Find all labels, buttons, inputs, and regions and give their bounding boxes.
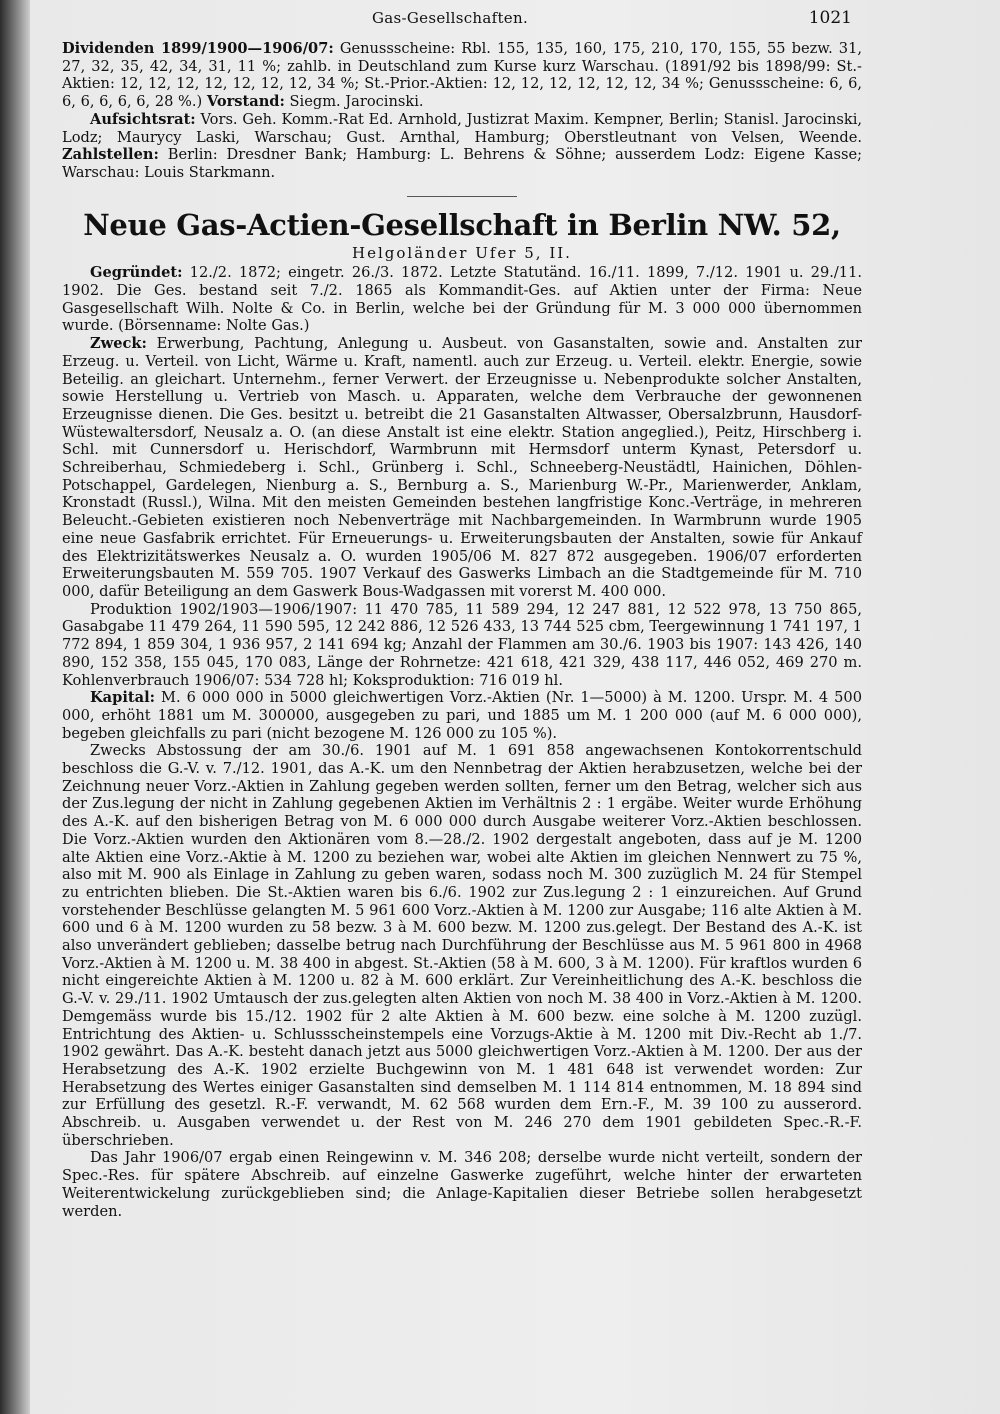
board-label: Vorstand:: [206, 93, 285, 111]
running-header: [62, 10, 862, 40]
company-name: Neue Gas-Actien-Gesellschaft in Berlin NW. 52,: [83, 207, 841, 242]
dividends-paragraph: [62, 40, 862, 111]
production-paragraph: Produktion 1902/1903—1906/1907: 11 470 785, 11 589 294, 12 247 881, 12 522 978, 13 750 865, Gasabgabe 11 479 264, 11 590 595, 12 242 886, 12 526 433, 13 744 525 cbm, Teergewinnung 1 741 197, 1 772 894, 1 859 304, 1 936 957, 2 141 694 kg; Anzahl der Flammen am 30./6. 1903 bis 1907: 143 426, 140 890, 152 358, 155 045, 170 083, Länge der Rohrnetze: 421 618, 421 329, 438 117, 446 052, 469 270 m. Kohlenverbrauch 1906/07: 534 728 hl; Koksproduktion: 716 019 hl.: [62, 600, 862, 689]
purpose-text: Erwerbung, Pachtung, Anlegung u. Ausbeut. von Gasanstalten, sowie and. Anstalten zur Erzeug. u. Verteil. von Licht, Wärme u. Kraft, namentl. auch zur Erzeug. u. Verteil. elektr. Energie, sowie Beteilig. an gleichart. Unternehm., ferner Verwert. der Erzeugnisse u. Nebenprodukte solcher Anstalten, sowie Herstellung u. Vertrieb von Masch. u. Apparaten, welche dem Verbrauche der gewonnenen Erzeugnisse dienen. Die Ges. besitzt u. betreibt die 21 Gasanstalten Altwasser, Obersalzbrunn, Hausdorf-Wüstewaltersdorf, Neusalz a. O. (an diese Anstalt ist eine elektr. Station angeglied.), Peitz, Hirschberg i. Schl. mit Cunnersdorf u. Herischdorf, Warmbrunn mit Hermsdorf unterm Kynast, Petersdorf u. Schreiberhau, Schmiedeberg i. Schl., Grünberg i. Schl., Schneeberg-Neustädtl, Hainichen, Döhlen-Potschappel, Gardelegen, Nienburg a. S., Bernburg a. S., Marienburg W.-Pr., Marienwerder, Anklam, Kronstadt (Russl.), Wilna. Mit den meisten Gemeinden bestehen langfristige Konc.-Verträge, in mehreren Beleucht.-Gebieten existieren noch Nebenverträge mit Nachbargemeinden. In Warmbrunn wurde 1905 eine neue Gasfabrik errichtet. Für Erneuerungs- u. Erweiterungsbauten der Anstalten, sowie für Ankauf des Elektrizitätswerkes Neusalz a. O. wurden 1905/06 M. 827 872 ausgegeben. 1906/07 erforderten Erweiterungsbauten M. 559 705. 1907 Verkauf des Gaswerks Limbach an die Stadtgemeinde für M. 710 000, dafür Beteiligung an dem Gaswerk Bous-Wadgassen mit vorerst M. 400 000.: [62, 335, 862, 600]
capital-label: Kapital:: [90, 689, 156, 707]
founded-label: Gegründet:: [90, 264, 183, 282]
payment-text: Berlin: Dresdner Bank; Hamburg: L. Behrens & Söhne; ausserdem Lodz: Eigene Kasse; Warschau: Louis Starkmann.: [62, 146, 863, 181]
dividends-text: Genussscheine: Rbl. 155, 135, 160, 175, 210, 170, 155, 55 bezw. 31, 27, 32, 35, 42, 34, 31, 11 %; zahlb. in Deutschland zum Kurse kurz Warschau. (1891/92 bis 1898/99: St.-Aktien: 12, 12, 12, 12, 12, 12, 12, 34 %; St.-Prior.-Aktien: 12, 12, 12, 12, 12, 12, 34 %; Genussscheine: 6, 6, 6, 6, 6, 6, 6, 28 %.): [62, 40, 862, 111]
council-label: Aufsichtsrat:: [90, 110, 196, 128]
capital-text: M. 6 000 000 in 5000 gleichwertigen Vorz.-Aktien (Nr. 1—5000) à M. 1200. Urspr. M. 4 500 000, erhöht 1881 um M. 300000, ausgegeben zu pari, und 1885 um M. 1 200 000 (auf M. 6 000 000), begeben gleichfalls zu pari (nicht bezogene M. 126 000 zu 105 %).: [62, 689, 863, 742]
company-address: Helgoländer Ufer 5, II.: [352, 243, 572, 262]
purpose-label: Zweck:: [90, 335, 147, 353]
page-content: [62, 10, 862, 1220]
council-text: Vors. Geh. Komm.-Rat Ed. Arnhold, Justizrat Maxim. Kempner, Berlin; Stanisl. Jarocinski, Lodz; Maurycy Laski, Warschau; Gust. Arnthal, Hamburg; Oberstleutnant von Velsen, Weende.: [62, 110, 862, 146]
founded-paragraph: [62, 264, 862, 335]
capital-paragraph: [62, 689, 862, 742]
council-paragraph: [62, 111, 862, 182]
adjacent-page-edge: [0, 0, 30, 1414]
payment-label: Zahlstellen:: [62, 146, 159, 164]
reduction-paragraph: Zwecks Abstossung der am 30./6. 1901 auf M. 1 691 858 angewachsenen Kontokorrentschuld beschloss die G.-V. v. 7./12. 1901, das A.-K. um den Nennbetrag der Aktien herabzusetzen, welche bei der Zeichnung neuer Vorz.-Aktien in Zahlung gegeben werden sollten, ferner um den Betrag, welcher sich aus der Zus.legung der nicht in Zahlung gegebenen Aktien im Verhältnis 2 : 1 ergäbe. Weiter wurde Erhöhung des A.-K. auf den bisherigen Betrag von M. 6 000 000 durch Ausgabe weiterer Vorz.-Aktien beschlossen. Die Vorz.-Aktien wurden den Aktionären vom 8.—28./2. 1902 dergestalt angeboten, dass auf je M. 1200 alte Aktien eine Vorz.-Aktie à M. 1200 zu beziehen war, wobei alte Aktien im gleichen Nennwert zu 75 %, also mit M. 900 als Einlage in Zahlung zu geben waren, sodass noch M. 300 zuzüglich M. 24 für Stempel zu entrichten blieben. Die St.-Aktien waren bis 6./6. 1902 zur Zus.legung 2 : 1 einzureichen. Auf Grund vorstehender Beschlüsse gelangten M. 5 961 600 Vorz.-Aktien à M. 1200 zur Ausgabe; 116 alte Aktien à M. 600 und 6 à M. 1200 wurden zu 58 bezw. 3 à M. 600 bezw. M. 1200 zus.gelegt. Der Bestand des A.-K. ist also unverändert geblieben; dasselbe betrug nach Durchführung der Beschlüsse aus M. 5 961 800 in 4968 Vorz.-Aktien à M. 1200 u. M. 38 400 in abgest. St.-Aktien (58 à M. 600, 3 à M. 1200). Für kraftlos wurden 6 nicht eingereichte Aktien à M. 1200 u. 82 à M. 600 erklärt. Zur Vereinheitlichung des A.-K. beschloss die G.-V. v. 29./11. 1902 Umtausch der zus.gelegten alten Aktien von noch M. 38 400 in Vorz.-Aktien à M. 1200. Demgemäss wurde bis 15./12. 1902 für 2 alte Aktien à M. 600 bezw. eine solche à M. 1200 zuzügl. Entrichtung des Aktien- u. Schlussscheinstempels eine Vorzugs-Aktie à M. 1200 mit Div.-Recht ab 1./7. 1902 gewährt. Das A.-K. besteht danach jetzt aus 5000 gleichwertigen Vorz.-Aktien à M. 1200. Der aus der Herabsetzung des A.-K. 1902 erzielte Buchgewinn von M. 1 481 648 ist verwendet worden: Zur Herabsetzung des Wertes einiger Gasanstalten sind demselben M. 1 114 814 entnommen, M. 18 894 sind zur Erfüllung des gesetzl. R.-F. verwandt, M. 62 568 wurden dem Ern.-F., M. 39 100 zu ausserord. Abschreib. u. Ausgaben verwendet u. der Rest von M. 246 270 dem 1901 gebildeten Spec.-R.-F. überschrieben.: [62, 742, 862, 1149]
profit-paragraph: Das Jahr 1906/07 ergab einen Reingewinn v. M. 346 208; derselbe wurde nicht verteilt, sondern der Spec.-Res. für spätere Abschreib. auf einzelne Gaswerke zugeführt, welche hinter der erwarteten Weiterentwickelung zurückgeblieben sind; die Anlage-Kapitalien dieser Betriebe sollen herabgesetzt werden.: [62, 1149, 862, 1220]
board-text: Siegm. Jarocinski.: [289, 93, 424, 111]
section-divider: [407, 196, 517, 197]
header-title: Gas-Gesellschaften.: [372, 9, 529, 27]
dividends-label: Dividenden 1899/1900—1906/07:: [62, 40, 334, 57]
founded-text: 12./2. 1872; eingetr. 26./3. 1872. Letzte Statutänd. 16./11. 1899, 7./12. 1901 u. 29./11. 1902. Die Ges. bestand seit 7./2. 1865 als Kommandit-Ges. auf Aktien unter der Firma: Neue Gasgesellschaft Wilh. Nolte & Co. in Berlin, welche bei der Gründung für M. 3 000 000 übernommen wurde. (Börsenname: Nolte Gas.): [62, 264, 862, 335]
page-number: 1021: [808, 8, 852, 28]
purpose-paragraph: [62, 335, 862, 601]
